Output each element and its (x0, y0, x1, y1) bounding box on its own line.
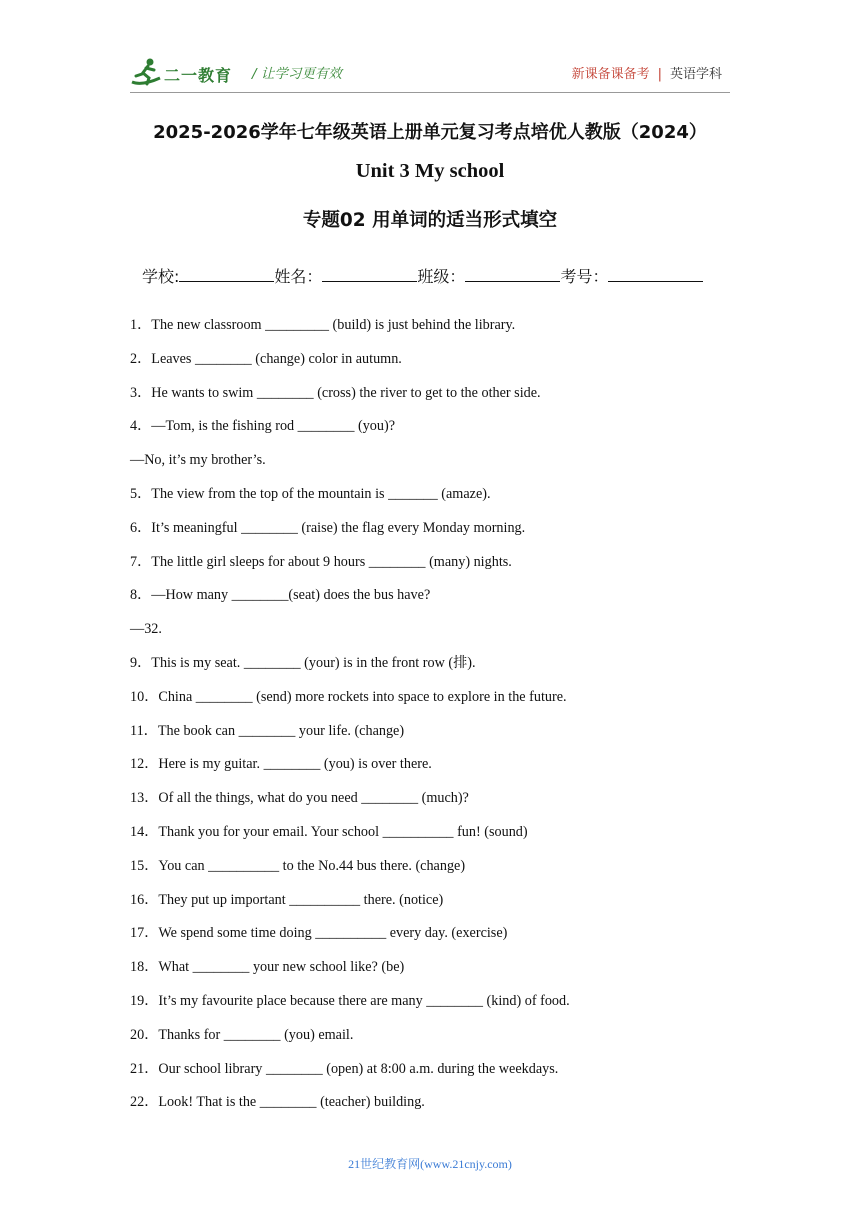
unit-title: Unit 3 My school (355, 160, 505, 182)
question-line: 13．Of all the things, what do you need ________ (much)? (130, 790, 469, 807)
question-line: 22．Look! That is the ________ (teacher) building. (130, 1094, 425, 1111)
answer-line: —No, it’s my brother’s. (130, 452, 266, 469)
exam-no-blank[interactable] (608, 265, 703, 282)
exam-no-label: 考号： (560, 267, 609, 286)
question-line: 21．Our school library ________ (open) at 8:00 a.m. during the weekdays. (130, 1060, 559, 1077)
school-label: 学校: (142, 267, 180, 286)
question-line: 3．He wants to swim ________ (cross) the river to get to the other side. (130, 384, 541, 401)
student-info (142, 264, 703, 287)
logo (130, 56, 242, 90)
answer-line: —32. (130, 621, 162, 638)
class-label: 班级： (417, 267, 466, 286)
question-line: 6．It’s meaningful ________ (raise) the flag every Monday morning. (130, 519, 526, 536)
question-line: 4．—Tom, is the fishing rod ________ (you)? (130, 418, 395, 435)
question-line: 19．It’s my favourite place because there are many ________ (kind) of food. (130, 992, 570, 1009)
name-blank[interactable] (322, 265, 417, 282)
header-right (572, 63, 722, 82)
question-line: 11．The book can ________ your life. (change) (130, 722, 405, 739)
question-line: 15．You can __________ to the No.44 bus there. (change) (130, 857, 466, 874)
header-separator: | (657, 67, 662, 82)
question-line: 12．Here is my guitar. ________ (you) is over there. (130, 756, 432, 773)
slogan: / 让学习更有效 (252, 66, 342, 82)
main-title: 2025-2026学年七年级英语上册单元复习考点培优人教版（2024） (153, 122, 707, 143)
question-line: 18．What ________ your new school like? (be) (130, 959, 405, 976)
question-line: 5．The view from the top of the mountain is _______ (amaze). (130, 485, 491, 502)
topic-title: 专题02 用单词的适当形式填空 (302, 210, 558, 231)
question-line: 17．We spend some time doing __________ every day. (exercise) (130, 925, 508, 942)
question-line: 20．Thanks for ________ (you) email. (130, 1026, 354, 1043)
name-label: 姓名： (274, 267, 323, 286)
header-tagline: 新课备课备考 (571, 67, 650, 82)
header-rule (130, 92, 730, 93)
runner-logo-icon (130, 56, 164, 90)
header-subject: 英语学科 (669, 67, 722, 82)
question-line: 7．The little girl sleeps for about 9 hours ________ (many) nights. (130, 553, 512, 570)
question-line: 16．They put up important __________ there. (notice) (130, 891, 444, 908)
question-line: 14．Thank you for your email. Your school __________ fun! (sound) (130, 823, 528, 840)
class-blank[interactable] (465, 265, 560, 282)
question-line: 10．China ________ (send) more rockets into space to explore in the future. (130, 688, 567, 705)
page-header (130, 52, 730, 92)
question-list (130, 315, 750, 1126)
school-blank[interactable] (179, 265, 274, 282)
question-line: 2．Leaves ________ (change) color in autumn. (130, 350, 402, 367)
logo-text: 二一教育 (164, 66, 233, 85)
question-line: 9．This is my seat. ________ (your) is in the front row (排). (130, 654, 476, 671)
footer-link[interactable]: 21世纪教育网(www.21cnjy.com) (348, 1157, 512, 1171)
question-line: 1．The new classroom _________ (build) is just behind the library. (130, 317, 516, 333)
question-line: 8．—How many ________(seat) does the bus have? (130, 587, 431, 604)
